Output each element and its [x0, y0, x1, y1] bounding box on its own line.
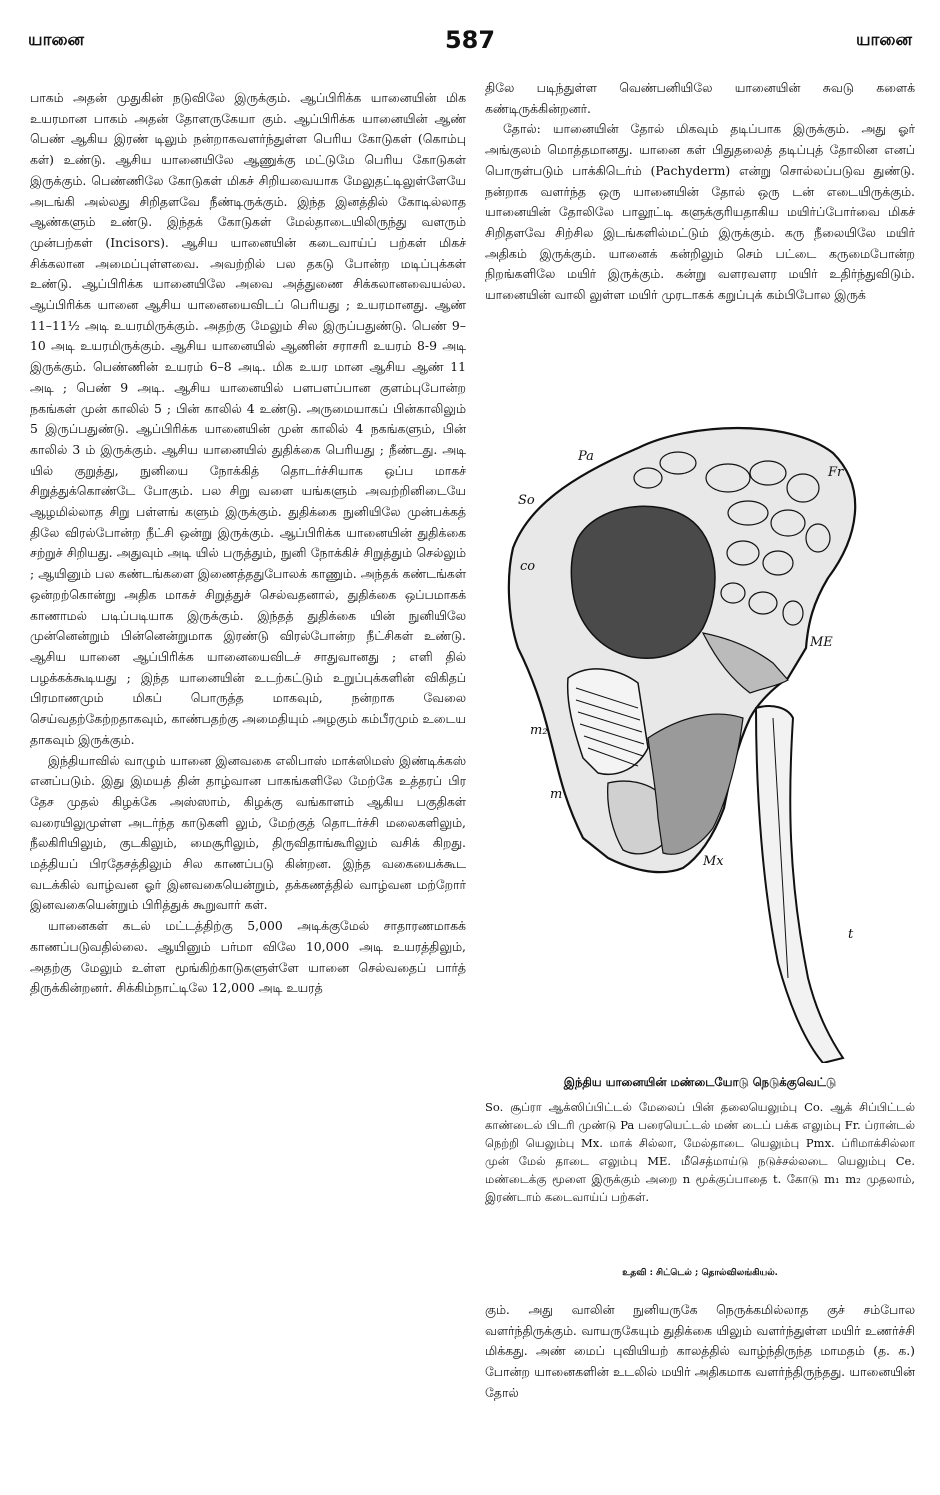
figure-credit: உதவி : சிட்டெல் ; தொல்விலங்கியல். — [622, 1268, 778, 1278]
label-so: So — [518, 493, 535, 508]
label-pa: Pa — [578, 449, 594, 464]
right-column-bottom — [485, 1300, 915, 1404]
label-co: co — [520, 559, 536, 574]
maxilla — [648, 714, 743, 854]
right-column-top — [485, 78, 915, 306]
figure-legend: So. சூப்ரா ஆக்ஸிப்பிட்டல் மேலைப் பின் தலையெலும்பு Co. ஆக் சிப்பிட்டல் காண்டைல் பிடரி முண்டு Pa பரையெட்டல் மண் டைப் பக்க எலும்பு Fr. ப்ரான்டல் நெற்றி யெலும்பு Mx. மாக் சில்லா, மேல்தாடை யெலும்பு Pmx. ப்ரிமாக்சில்லா முன் மேல் தாடை எலும்பு ME. மீசெத்மாய்டு நடுச்சல்லடை யெலும்பு Ce. மண்டைக்கு மூளை இருக்கும் அறை n மூக்குப்பாதை t. கோடு m₁ m₂ முதலாம், இரண்டாம் கடைவாய்ப் பற்கள். — [485, 1100, 915, 1204]
label-m2: m₂ — [530, 723, 548, 738]
paragraph: பாகம் அதன் முதுகின் நடுவிலே இருக்கும். ஆப்பிரிக்க யானையின் மிக உயரமான பாகம் அதன் தோளருகேயா கும். ஆப்பிரிக்க யானையின் ஆண் பெண் ஆகிய இரண் டிலும் நன்றாகவளர்ந்துள்ள பெரிய கோடுகள் (கொம்பு கள்) உண்டு. ஆசிய யானையிலே ஆணுக்கு மட்டுமே பெரிய கோடுகள் இருக்கும். பெண்ணிலே கோடுகள் மிகச் சிறியவையாக மேலுதட்டிலுள்ளேயே அடங்கி அல்லது சிறிதளவே நீண்டிருக்கும். இந்த இனத்தில் கோடில்லாத ஆண்களும் உண்டு. இந்தக் கோடுகள் மேல்தாடையிலிருந்து வளரும் முன்பற்கள் (Incisors). ஆசிய யானையின் கடைவாய்ப் பற்கள் மிகச் சிக்கலான அமைப்புள்ளவை. அவற்றில் பல தகடு போன்ற மடிப்புக்கள் உண்டு. ஆப்பிரிக்க யானையிலே அவை அத்துணை சிக்கலானவையல்ல. ஆப்பிரிக்க யானை ஆசிய யானையைவிடப் பெரியது ; உயரமானது. ஆண் 11–11½ அடி உயரமிருக்கும். அதற்கு மேலும் சில இருப்பதுண்டு. பெண் 9–10 அடி உயரமிருக்கும். ஆசிய யானையில் ஆணின் சராசரி உயரம் 8-9 அடி இருக்கும். பெண்ணின் உயரம் 6–8 அடி. மிக உயர மான ஆசிய ஆண் 11 அடி ; பெண் 9 அடி. ஆசிய யானையில் பளபளப்பான குளம்புபோன்ற நகங்கள் முன் காலில் 5 ; பின் காலில் 4 உண்டு. அருமையாகப் பின்காலிலும் 5 இருப்பதுண்டு. ஆப்பிரிக்க யானையின் முன் காலில் 4 நகங்களும், பின் காலில் 3 ம் இருக்கும். ஆசிய யானையில் துதிக்கை பெரியது ; நீண்டது. அடி யில் குறுத்து, நுனியை நோக்கித் தொடர்ச்சியாக ஒப்ப மாகச் சிறுத்துக்கொண்டே போகும். பல சிறு வளை யங்களும் அவற்றினிடையே ஆழமில்லாத சிறு பள்ளங் களும் இருக்கும். துதிக்கை நுனியிலே முன்பக்கத் திலே விரல்போன்ற நீட்சி ஒன்று இருக்கும். ஆப்பிரிக்க யானையின் துதிக்கை சற்றுச் சிறியது. அதுவும் அடி யில் பருத்தும், நுனி நோக்கிச் சிறுத்தும் செல்லும் ; ஆயினும் பல கண்டங்களை இணைத்ததுபோலக் காணும். அந்தக் கண்டங்கள் ஒன்றற்கொன்று அதிக மாகச் சிறுத்துச் செல்வதனால், துதிக்கை ஒப்பமாகக் காணாமல் படிப்படியாக இருக்கும். இந்தத் துதிக்கை யின் நுனியிலே முன்னென்றும் பின்னென்றுமாக இரண்டு விரல்போன்ற நீட்சிகள் உண்டு. ஆசிய யானை ஆப்பிரிக்க யானையைவிடச் சாதுவானது ; எளி தில் பழக்கக்கூடியது ; இந்த யானையின் உடற்கட்டும் உறுப்புக்களின் விகிதப் பிரமாணமும் மிகப் பொருத்த மாகவும், நன்றாக வேலை செய்வதற்கேற்றதாகவும், காண்பதற்கு அமைதியும் அழகும் கம்பீரமும் உடைய தாகவும் இருக்கும். — [30, 90, 466, 747]
paragraph: திலே படிந்துள்ள வெண்பனியிலே யானையின் சுவடு களைக் கண்டிருக்கின்றனர். — [485, 80, 915, 116]
label-me: ME — [810, 635, 833, 650]
figure-caption: இந்திய யானையின் மண்டையோடு நெடுக்குவெட்டு — [563, 1075, 837, 1089]
page-number: 587 — [444, 26, 496, 54]
paragraph: தோல்: யானையின் தோல் மிகவும் தடிப்பாக இருக்கும். அது ஓர் அங்குலம் மொத்தமானது. யானை கள் பிதுதலைத் தடிப்புத் தோலின எனப் பொருள்படும் பாக்கிடெர்ம் (Pachyderm) என்று சொல்லப்படுவ துண்டு. நன்றாக வளர்ந்த ஒரு யானையின் தோல் ஒரு டன் எடையிருக்கும். யானையின் தோலிலே பாலூட்டி களுக்குரியதாகிய மயிர்ப்போர்வை மிகச் சிறிதளவே சிற்சில இடங்களில்மட்டும் இருக்கும். கரு நீலையிலே மயிர் அதிகம் இருக்கும். யானைக் கன்றிலும் செம் பட்டை கருமைபோன்ற நிறங்களிலே மயிர் இருக்கும். கன்று வளரவளர மயிர் உதிர்ந்துவிடும். யானையின் வாலி லுள்ள மயிர் முரடாகக் கறுப்புக் கம்பிபோல இருக் — [485, 121, 915, 303]
running-title-right: யானை — [855, 30, 912, 50]
brain-cavity — [571, 506, 715, 658]
label-fr: Fr — [828, 465, 844, 480]
paragraph: கும். அது வாலின் நுனியருகே நெருக்கமில்லாத குச் சம்போல வளர்ந்திருக்கும். வாயருகேயும் துதிக்கை யிலும் வளர்ந்துள்ள மயிர் உணர்ச்சி மிக்கது. அண் மைப் புவியியற் காலத்தில் வாழ்ந்திருந்த மாமதம் (த. க.) போன்ற யானைகளின் உடலில் மயிர் அதிகமாக வளர்ந்திருந்தது. யானையின் தோல் — [485, 1302, 915, 1400]
page-header — [28, 26, 912, 56]
label-t: t — [848, 927, 854, 942]
paragraph: யானைகள் கடல் மட்டத்திற்கு 5,000 அடிக்குமேல் சாதாரணமாகக் காணப்படுவதில்லை. ஆயினும் பர்மா விலே 10,000 அடி உயரத்திலும், அதற்கு மேலும் உள்ள மூங்கிற்காடுகளுள்ளே யானை செல்வதைப் பார்த் திருக்கின்றனர். சிக்கிம்நாட்டிலே 12,000 அடி உயரத் — [30, 918, 466, 996]
skull-section-figure — [488, 418, 918, 1063]
running-title-left: யானை — [28, 30, 85, 50]
paragraph: இந்தியாவில் வாழும் யானை இனவகை எலிபாஸ் மாக்ஸிமஸ் இண்டிக்கஸ் எனப்படும். இது இமயத் தின் தாழ்வான பாகங்களிலே மேற்கே உத்தரப் பிர தேச முதல் கிழக்கே அஸ்ஸாம், கிழக்கு வங்காளம் ஆகிய பகுதிகள் வரையிலுமுள்ள அடர்ந்த காடுகளி லும், மேற்குத் தொடர்ச்சி மலைகளிலும், நீலகிரியிலும், குடகிலும், மைசூரிலும், திருவிதாங்கூரிலும் வசிக் கிறது. மத்தியப் பிரதேசத்திலும் சில காணப்படு கின்றன. இந்த வகையைக்கூட வடக்கில் வாழ்வன ஓர் இனவகையென்றும், தக்கணத்தில் வாழ்வன மற்றோர் இனவகையென்றும் பிரித்துக் கூறுவார் கள். — [30, 752, 466, 913]
label-m: m — [550, 787, 563, 802]
label-mx: Mx — [703, 854, 724, 869]
skull-section-illustration — [488, 418, 918, 1063]
left-column — [30, 88, 466, 999]
tusk — [756, 706, 843, 1063]
